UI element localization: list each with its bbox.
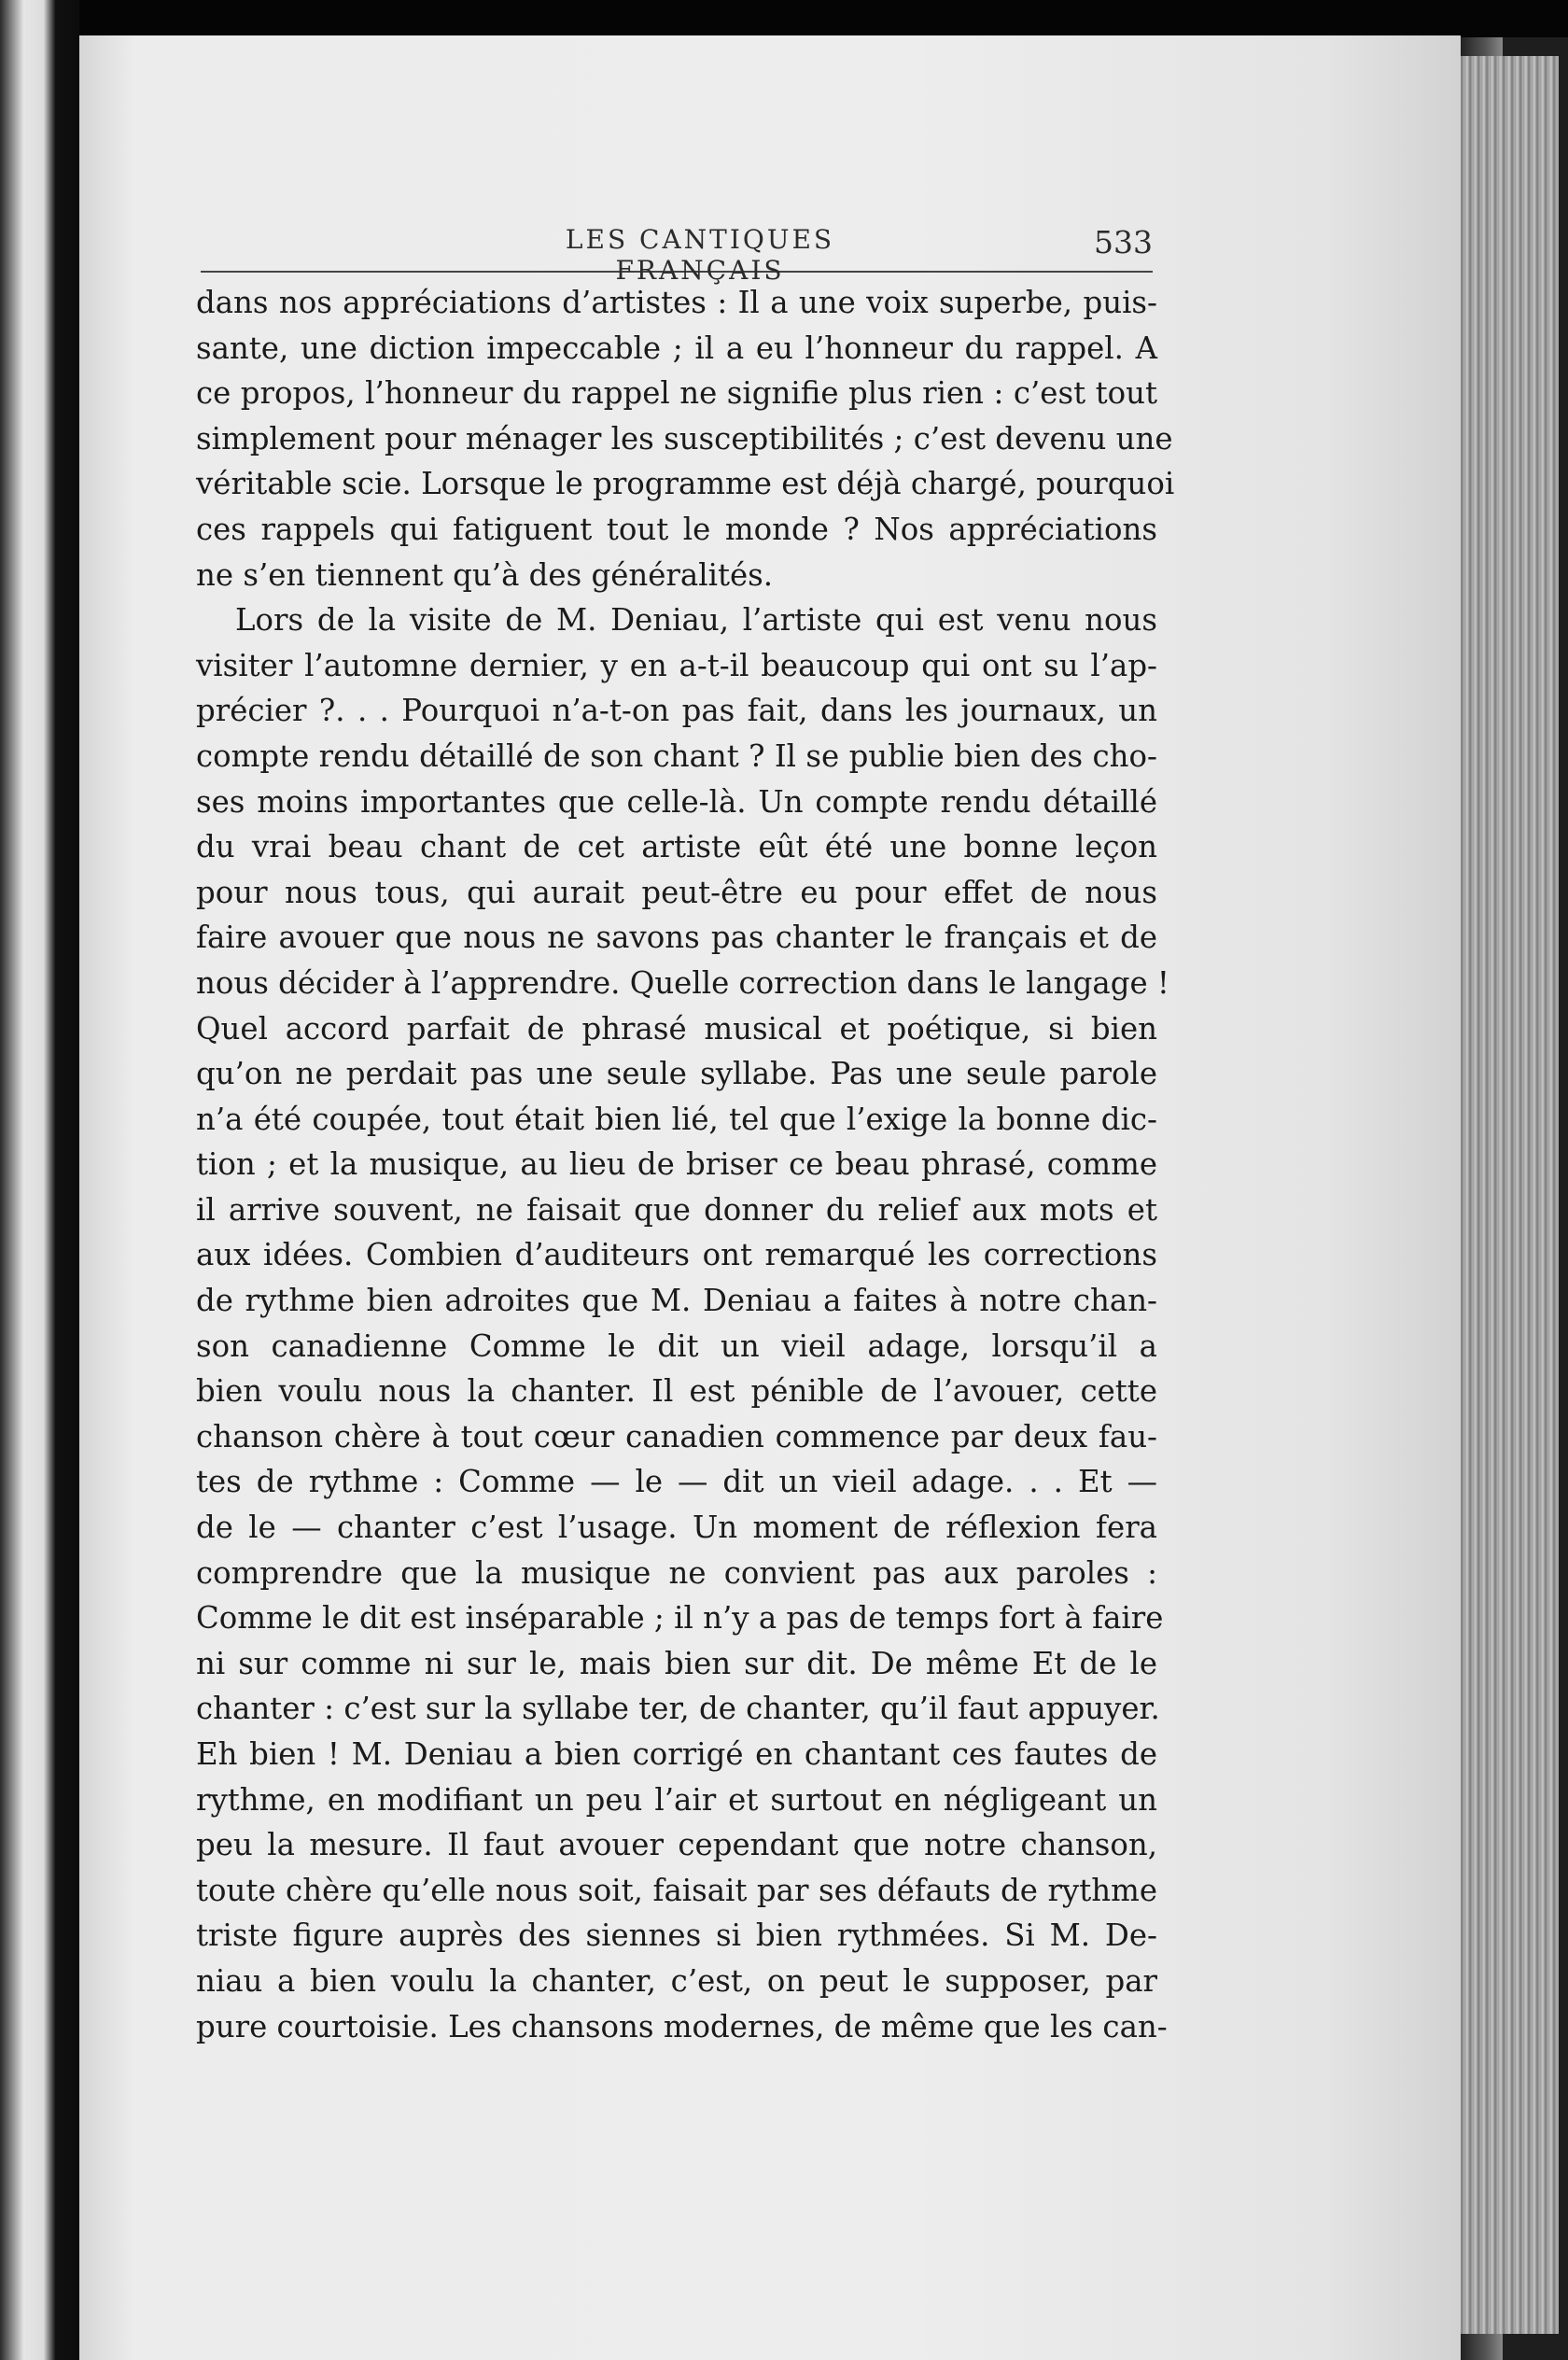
text-line: rythme, en modifiant un peu l’air et surtout en négligeant un: [196, 1781, 1157, 1818]
text-line: ne s’en tiennent qu’à des généralités.: [196, 556, 774, 593]
text-line: compte rendu détaillé de son chant ? Il se publie bien des cho-: [196, 738, 1157, 774]
scan-left-border: [0, 0, 79, 2360]
text-line: bien voulu nous la chanter. Il est pénible de l’avouer, cette: [196, 1373, 1157, 1410]
text-line: Lors de la visite de M. Deniau, l’artiste qui est venu nous: [235, 602, 1157, 639]
text-line: du vrai beau chant de cet artiste eût été une bonne leçon: [196, 829, 1157, 865]
text-line: il arrive souvent, ne faisait que donner du relief aux mots et: [196, 1191, 1157, 1228]
text-line: ni sur comme ni sur le, mais bien sur dit. De même Et de le: [196, 1645, 1157, 1681]
page-number: 533: [1094, 224, 1153, 260]
text-line: de le — chanter c’est l’usage. Un moment de réflexion fera: [196, 1510, 1157, 1546]
running-head: LES CANTIQUES FRANÇAIS: [565, 224, 835, 286]
text-line: de rythme bien adroites que M. Deniau a faites à notre chan-: [196, 1283, 1157, 1319]
scan-top-border: [0, 0, 1568, 37]
text-line: pour nous tous, qui aurait peut-être eu pour effet de nous: [196, 874, 1157, 910]
text-line: simplement pour ménager les susceptibilités ; c’est devenu une: [196, 420, 1173, 457]
text-line: nous décider à l’apprendre. Quelle correction dans le langage !: [196, 964, 1169, 1001]
text-line: précier ?. . . Pourquoi n’a-t-on pas fait, dans les journaux, un: [196, 693, 1157, 729]
text-line: tion ; et la musique, au lieu de briser ce beau phrasé, comme: [196, 1146, 1157, 1183]
text-line: aux idées. Combien d’auditeurs ont remarqué les corrections: [196, 1237, 1157, 1273]
text-line: ses moins importantes que celle-là. Un compte rendu détaillé: [196, 783, 1157, 820]
text-line: ce propos, l’honneur du rappel ne signifie plus rien : c’est tout: [196, 375, 1157, 412]
text-line: sante, une diction impeccable ; il a eu l’honneur du rappel. A: [196, 330, 1157, 366]
text-line: Comme le dit est inséparable ; il n’y a pas de temps fort à faire: [196, 1600, 1164, 1637]
text-line: chanter : c’est sur la syllabe ter, de chanter, qu’il faut appuyer.: [196, 1691, 1160, 1727]
text-line: toute chère qu’elle nous soit, faisait par ses défauts de rythme: [196, 1872, 1157, 1908]
text-line: Quel accord parfait de phrasé musical et poétique, si bien: [196, 1010, 1157, 1047]
text-line: son canadienne Comme le dit un vieil adage, lorsqu’il a: [196, 1328, 1157, 1364]
text-line: chanson chère à tout cœur canadien commence par deux fau-: [196, 1418, 1157, 1454]
text-line: visiter l’automne dernier, y en a-t-il beaucoup qui ont su l’ap-: [196, 647, 1157, 683]
text-line: triste figure auprès des siennes si bien rythmées. Si M. De-: [196, 1918, 1157, 1954]
text-line: qu’on ne perdait pas une seule syllabe. Pas une seule parole: [196, 1056, 1157, 1092]
text-line: ces rappels qui fatiguent tout le monde ? Nos appréciations: [196, 511, 1157, 547]
page-header: [201, 224, 1153, 286]
text-line: n’a été coupée, tout était bien lié, tel que l’exige la bonne dic-: [196, 1101, 1157, 1137]
text-line: comprendre que la musique ne convient pas aux paroles :: [196, 1554, 1157, 1591]
text-line: peu la mesure. Il faut avouer cependant que notre chanson,: [196, 1827, 1157, 1863]
text-line: niau a bien voulu la chanter, c’est, on peut le supposer, par: [196, 1962, 1157, 1999]
text-line: tes de rythme : Comme — le — dit un vieil adage. . . Et —: [196, 1464, 1157, 1500]
stacked-page-edges: [1456, 56, 1559, 2334]
text-line: pure courtoisie. Les chansons modernes, de même que les can-: [196, 2008, 1168, 2044]
text-line: dans nos appréciations d’artistes : Il a une voix superbe, puis-: [196, 285, 1157, 320]
body-text: [196, 280, 1175, 2049]
text-line: faire avouer que nous ne savons pas chanter le français et de: [196, 920, 1157, 956]
text-line: Eh bien ! M. Deniau a bien corrigé en chantant ces fautes de: [196, 1736, 1157, 1772]
text-line: véritable scie. Lorsque le programme est déjà chargé, pourquoi: [196, 466, 1175, 502]
